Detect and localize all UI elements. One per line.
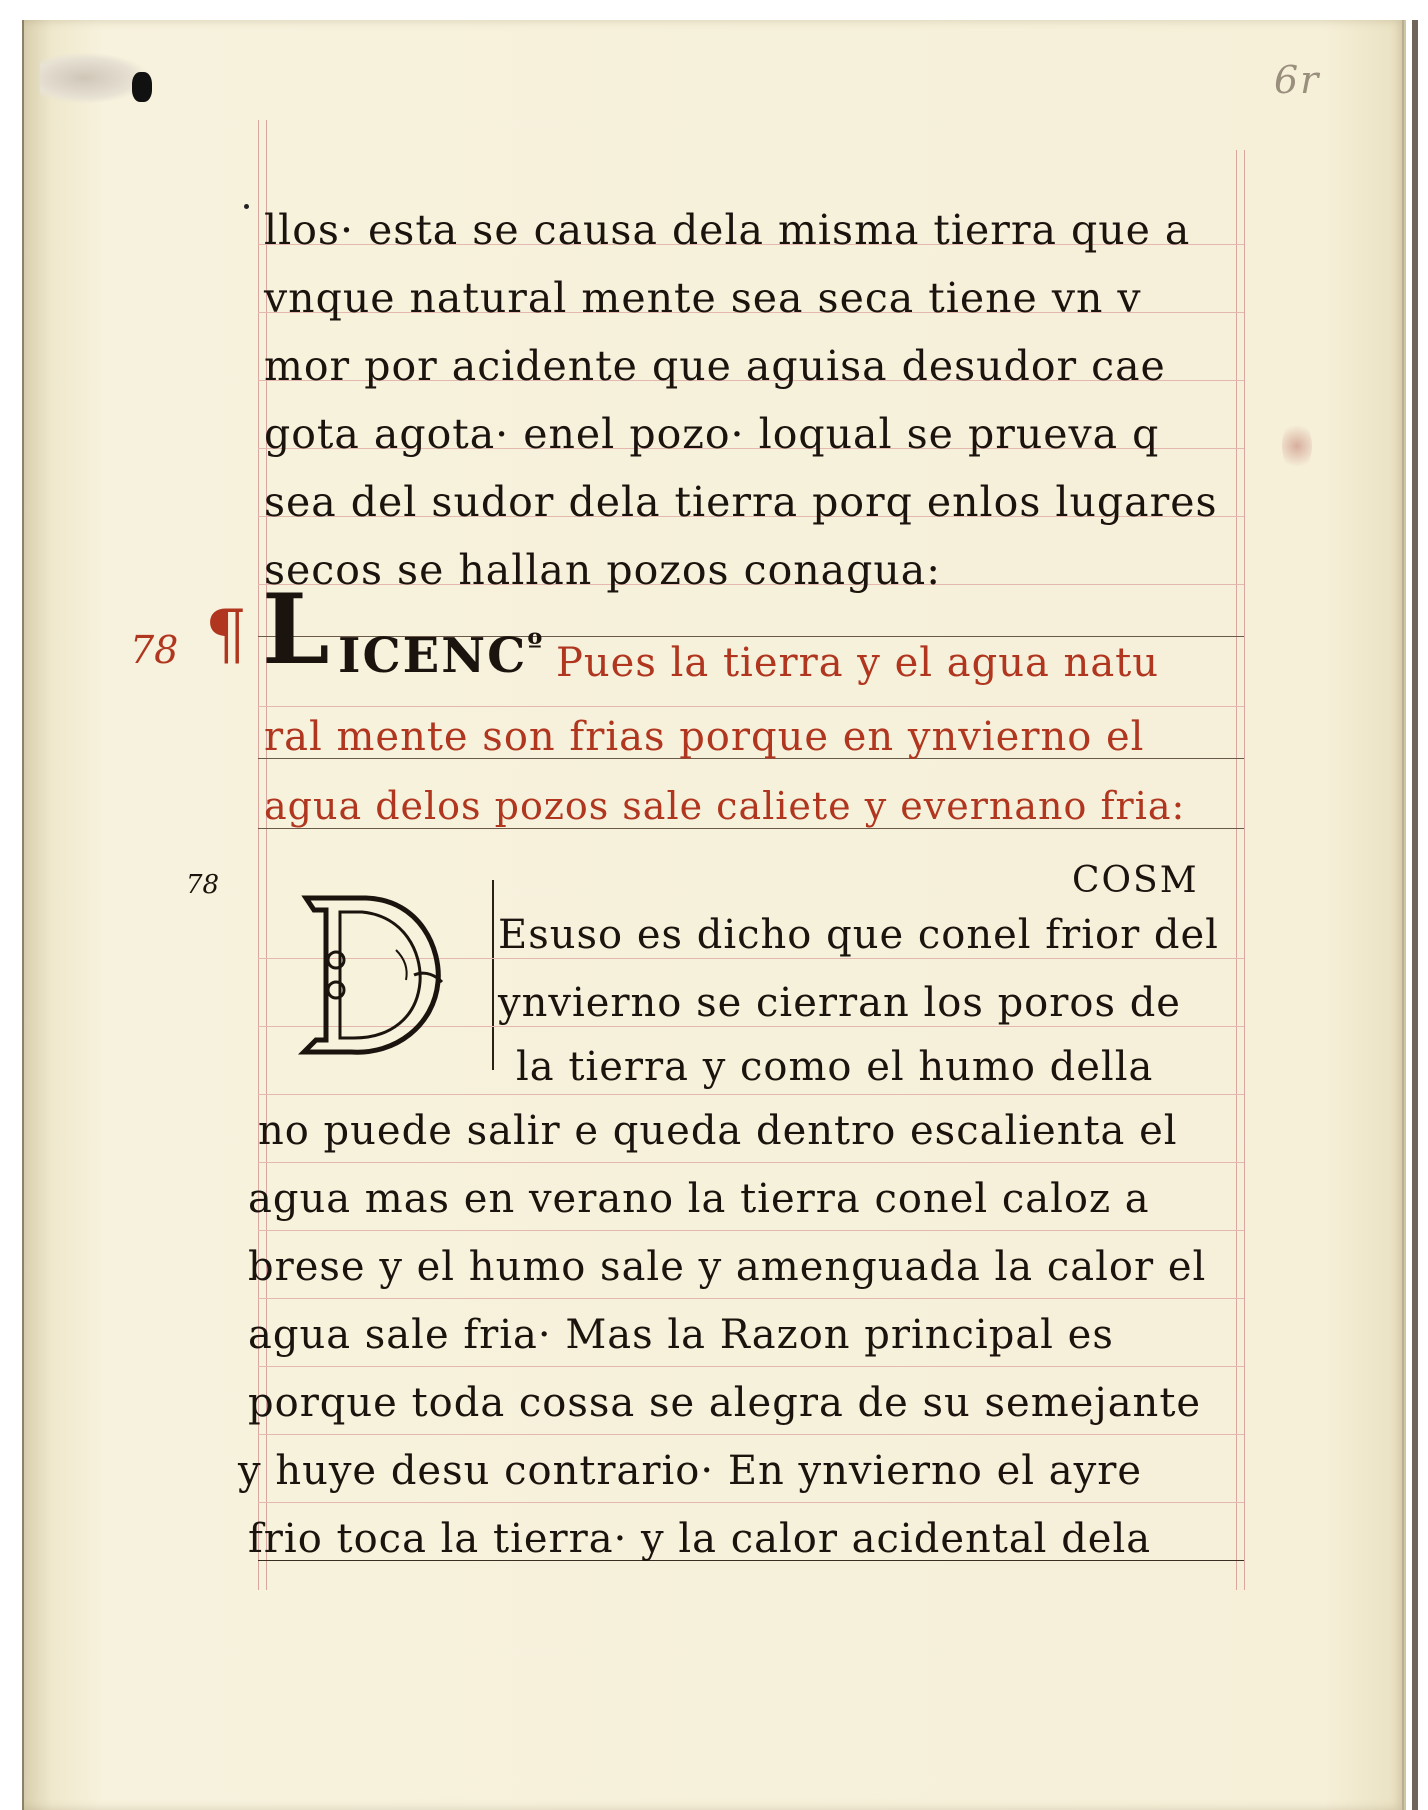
ruling-line [258, 828, 1244, 829]
ruling-line [258, 706, 1244, 707]
page-edge-inner [1402, 20, 1404, 1810]
rubric-line: agua delos pozos sale caliete y evernano fria: [264, 784, 1186, 828]
initial-d-drawing [296, 890, 446, 1060]
text-line: porque toda cossa se alegra de su semejante [248, 1380, 1202, 1426]
text-line: gota agota· enel pozo· loqual se prueva q [264, 410, 1160, 458]
margin-number-answer: 78 [186, 870, 220, 900]
text-line: llos· esta se causa dela misma tierra que a [264, 206, 1191, 254]
text-line: agua sale fria· Mas la Razon principal es [248, 1312, 1114, 1358]
speaker-suffix: º [527, 628, 545, 663]
margin-dot [244, 204, 249, 209]
text-line: no puede salir e queda dentro escalienta el [258, 1108, 1178, 1154]
speaker-initial: L [262, 573, 330, 686]
ruling-left-inner [266, 120, 267, 1590]
ruling-line [258, 1230, 1244, 1231]
text-line: ynvierno se cierran los poros de [498, 980, 1181, 1026]
ruling-line [258, 1094, 1244, 1095]
ruling-line [258, 1502, 1244, 1503]
pilcrow-mark: ¶ [205, 596, 247, 673]
ruling-line [258, 1162, 1244, 1163]
text-line: secos se hallan pozos conagua: [264, 546, 942, 594]
text-line: la tierra y como el humo della [516, 1044, 1154, 1090]
ruling-right [1236, 150, 1237, 1590]
speaker-name [338, 628, 544, 684]
page-edge [1412, 20, 1418, 1810]
text-line: Esuso es dicho que conel frior del [498, 912, 1219, 958]
ruling-initial-box [492, 880, 494, 1070]
ink-stain [1282, 420, 1312, 472]
text-line: brese y el humo sale y amenguada la calor el [248, 1244, 1207, 1290]
answer-speaker: COSM [1072, 860, 1199, 901]
text-line: vnque natural mente sea seca tiene vn v [264, 274, 1142, 322]
text-line: mor por acidente que aguisa desudor cae [264, 342, 1166, 390]
rubric-line: Pues la tierra y el agua natu [556, 640, 1160, 686]
ruling-line [258, 1366, 1244, 1367]
ruling-left [258, 120, 259, 1590]
margin-number-rubric: 78 [130, 628, 179, 672]
text-line: sea del sudor dela tierra porq enlos lugares [264, 478, 1218, 526]
text-line: y huye desu contrario· En ynvierno el ayre [238, 1448, 1143, 1494]
folio-number: 6r [1274, 58, 1321, 102]
rubric-line: ral mente son frias porque en ynvierno el [264, 714, 1145, 760]
text-line: frio toca la tierra· y la calor acidental dela [248, 1516, 1152, 1562]
ruling-line [258, 1434, 1244, 1435]
binding-mark [132, 72, 152, 102]
speaker-label: ICENC [338, 628, 528, 684]
ruling-line [258, 1298, 1244, 1299]
decorated-initial [296, 890, 446, 1060]
text-line: agua mas en verano la tierra conel caloz a [248, 1176, 1150, 1222]
ruling-right-outer [1244, 150, 1245, 1590]
